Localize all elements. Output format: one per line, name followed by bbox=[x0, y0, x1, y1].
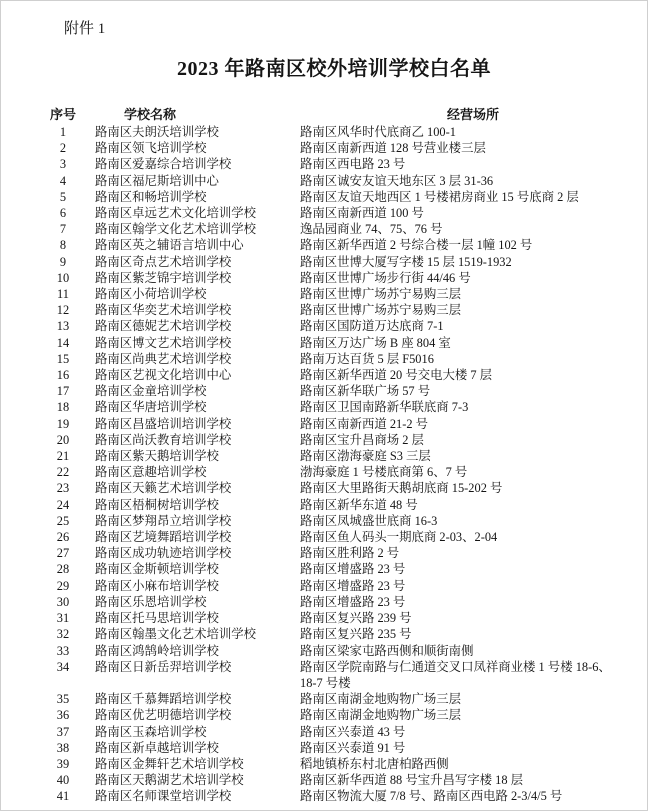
school-name: 路南区和畅培训学校 bbox=[95, 189, 207, 204]
row-serial-number: 10 bbox=[56, 270, 70, 285]
table-row bbox=[46, 318, 622, 334]
row-serial-number: 5 bbox=[59, 189, 67, 204]
row-serial-number: 24 bbox=[56, 497, 70, 512]
table-row bbox=[46, 643, 622, 659]
table-header-row bbox=[46, 106, 622, 123]
row-serial-number: 37 bbox=[56, 724, 70, 739]
business-location: 路南区学院南路与仁通道交叉口凤祥商业楼 1 号楼 18-6、18-7 号楼 bbox=[300, 659, 611, 690]
school-name: 路南区鸿鹄岭培训学校 bbox=[95, 643, 219, 658]
school-name: 路南区日新岳羿培训学校 bbox=[95, 659, 232, 674]
school-name: 路南区成功轨迹培训学校 bbox=[95, 546, 232, 561]
school-name: 路南区乐恩培训学校 bbox=[95, 594, 207, 609]
business-location: 路南区物流大厦 7/8 号、路南区西电路 2-3/4/5 号 bbox=[300, 789, 563, 804]
school-name: 路南区英之辅语言培训中心 bbox=[95, 238, 244, 253]
business-location: 路南区新华东道 48 号 bbox=[300, 497, 418, 512]
row-serial-number: 31 bbox=[56, 611, 70, 626]
school-name: 路南区梦翔昂立培训学校 bbox=[95, 513, 232, 528]
table-row bbox=[46, 416, 622, 432]
school-name: 路南区金童培训学校 bbox=[95, 384, 207, 399]
school-name: 路南区翰学文化艺术培训学校 bbox=[95, 222, 257, 237]
header-business-location: 经营场所 bbox=[446, 107, 499, 122]
table-row bbox=[46, 545, 622, 561]
table-row bbox=[46, 140, 622, 156]
row-serial-number: 27 bbox=[56, 546, 70, 561]
table-row bbox=[46, 189, 622, 205]
business-location: 路南区渤海豪庭 S3 三层 bbox=[300, 449, 431, 464]
school-name: 路南区翰墨文化艺术培训学校 bbox=[95, 627, 257, 642]
table-row bbox=[46, 399, 622, 415]
school-name: 路南区卓远艺术文化培训学校 bbox=[95, 206, 257, 221]
business-location: 路南区胜利路 2 号 bbox=[300, 546, 400, 561]
business-location: 路南区万达广场 B 座 804 室 bbox=[300, 335, 451, 350]
table-row bbox=[46, 302, 622, 318]
business-location: 路南区南湖金地购物广场三层 bbox=[300, 692, 462, 707]
row-serial-number: 35 bbox=[56, 692, 70, 707]
table-row bbox=[46, 221, 622, 237]
school-name: 路南区天籁艺术培训学校 bbox=[95, 481, 232, 496]
row-serial-number: 41 bbox=[56, 789, 70, 804]
table-row bbox=[46, 756, 622, 772]
table-row bbox=[46, 707, 622, 723]
business-location: 逸品园商业 74、75、76 号 bbox=[300, 222, 443, 237]
business-location: 路南区世博广场苏宁易购三层 bbox=[300, 287, 462, 302]
business-location: 路南区南新西道 21-2 号 bbox=[300, 416, 429, 431]
table-body bbox=[46, 124, 622, 805]
school-name: 路南区博文艺术培训学校 bbox=[95, 335, 232, 350]
table-row bbox=[46, 788, 622, 804]
table-row bbox=[46, 254, 622, 270]
row-serial-number: 30 bbox=[56, 594, 70, 609]
row-serial-number: 22 bbox=[56, 465, 70, 480]
header-serial-number: 序号 bbox=[49, 107, 76, 122]
business-location: 路南区卫国南路新华联底商 7-3 bbox=[300, 400, 469, 415]
table-row bbox=[46, 561, 622, 577]
school-name: 路南区梧桐树培训学校 bbox=[95, 497, 219, 512]
row-serial-number: 33 bbox=[56, 643, 70, 658]
business-location: 路南区增盛路 23 号 bbox=[300, 562, 406, 577]
school-name: 路南区艺境舞蹈培训学校 bbox=[95, 530, 232, 545]
table-row bbox=[46, 270, 622, 286]
table-row bbox=[46, 205, 622, 221]
table-row bbox=[46, 740, 622, 756]
school-name: 路南区华唐培训学校 bbox=[95, 400, 207, 415]
table-row bbox=[46, 173, 622, 189]
school-name: 路南区小麻布培训学校 bbox=[95, 578, 219, 593]
table-row bbox=[46, 659, 622, 691]
business-location: 路南区新华联广场 57 号 bbox=[300, 384, 431, 399]
table-row bbox=[46, 351, 622, 367]
school-name: 路南区紫芝锦宇培训学校 bbox=[95, 270, 232, 285]
table-row bbox=[46, 513, 622, 529]
row-serial-number: 1 bbox=[59, 125, 67, 139]
business-location: 路南区南新西道 128 号营业楼三层 bbox=[300, 141, 486, 156]
table-row bbox=[46, 497, 622, 513]
row-serial-number: 38 bbox=[56, 740, 70, 755]
row-serial-number: 40 bbox=[56, 773, 70, 788]
row-serial-number: 34 bbox=[56, 659, 70, 674]
school-name: 路南区千慕舞蹈培训学校 bbox=[95, 692, 232, 707]
row-serial-number: 4 bbox=[59, 173, 67, 188]
business-location: 路南区新华西道 88 号宝升昌写字楼 18 层 bbox=[300, 773, 524, 788]
business-location: 路南区复兴路 235 号 bbox=[300, 627, 412, 642]
row-serial-number: 17 bbox=[56, 384, 70, 399]
header-school-name: 学校名称 bbox=[123, 107, 176, 122]
table-row bbox=[46, 124, 622, 140]
school-name: 路南区夫朗沃培训学校 bbox=[95, 125, 219, 139]
business-location: 路南区世博大厦写字楼 15 层 1519-1932 bbox=[300, 254, 512, 269]
row-serial-number: 28 bbox=[56, 562, 70, 577]
row-serial-number: 20 bbox=[56, 432, 70, 447]
business-location: 路南区风华时代底商乙 100-1 bbox=[300, 125, 456, 139]
school-name: 路南区尚沃教育培训学校 bbox=[95, 432, 232, 447]
school-name: 路南区德妮艺术培训学校 bbox=[95, 319, 232, 334]
table-row bbox=[46, 724, 622, 740]
business-location: 路南区增盛路 23 号 bbox=[300, 594, 406, 609]
business-location: 路南区新华西道 2 号综合楼一层 1幢 102 号 bbox=[300, 238, 533, 253]
row-serial-number: 39 bbox=[56, 756, 70, 771]
business-location: 渤海豪庭 1 号楼底商第 6、7 号 bbox=[300, 465, 468, 480]
business-location: 路南区复兴路 239 号 bbox=[300, 611, 412, 626]
business-location: 路南区兴泰道 43 号 bbox=[300, 724, 406, 739]
business-location: 路南区凤城盛世底商 16-3 bbox=[300, 513, 438, 528]
business-location: 路南区新华西道 20 号交电大楼 7 层 bbox=[300, 368, 493, 383]
row-serial-number: 21 bbox=[56, 449, 70, 464]
table-row bbox=[46, 448, 622, 464]
row-serial-number: 29 bbox=[56, 578, 70, 593]
business-location: 路南区友谊天地西区 1 号楼裙房商业 15 号底商 2 层 bbox=[300, 189, 579, 204]
school-name: 路南区爱嘉综合培训学校 bbox=[95, 157, 232, 172]
school-name: 路南区小荷培训学校 bbox=[95, 287, 207, 302]
business-location: 路南区增盛路 23 号 bbox=[300, 578, 406, 593]
row-serial-number: 14 bbox=[56, 335, 70, 350]
row-serial-number: 3 bbox=[59, 157, 67, 172]
row-serial-number: 6 bbox=[59, 206, 67, 221]
school-name: 路南区奇点艺术培训学校 bbox=[95, 254, 232, 269]
school-name: 路南区艺视文化培训中心 bbox=[95, 368, 232, 383]
row-serial-number: 18 bbox=[56, 400, 70, 415]
business-location: 路南万达百货 5 层 F5016 bbox=[300, 351, 434, 366]
school-name: 路南区紫天鹅培训学校 bbox=[95, 449, 219, 464]
school-name: 路南区名师课堂培训学校 bbox=[95, 789, 232, 804]
attachment-label: 附件 1 bbox=[64, 21, 106, 37]
business-location: 路南区南新西道 100 号 bbox=[300, 206, 424, 221]
table-row bbox=[46, 480, 622, 496]
business-location: 路南区兴泰道 91 号 bbox=[300, 740, 406, 755]
row-serial-number: 13 bbox=[56, 319, 70, 334]
table-row bbox=[46, 594, 622, 610]
row-serial-number: 19 bbox=[56, 416, 70, 431]
page-title: 2023 年路南区校外培训学校白名单 bbox=[177, 58, 491, 80]
row-serial-number: 15 bbox=[56, 351, 70, 366]
school-name: 路南区华奕艺术培训学校 bbox=[95, 303, 232, 318]
row-serial-number: 25 bbox=[56, 513, 70, 528]
business-location: 路南区西电路 23 号 bbox=[300, 157, 406, 172]
business-location: 路南区大里路街天鹅胡底商 15-202 号 bbox=[300, 481, 503, 496]
table-row bbox=[46, 367, 622, 383]
row-serial-number: 23 bbox=[56, 481, 70, 496]
table-row bbox=[46, 383, 622, 399]
school-name: 路南区新卓越培训学校 bbox=[95, 740, 219, 755]
school-name: 路南区领飞培训学校 bbox=[95, 141, 207, 156]
row-serial-number: 16 bbox=[56, 368, 70, 383]
row-serial-number: 12 bbox=[56, 303, 70, 318]
table-row bbox=[46, 432, 622, 448]
school-name: 路南区玉森培训学校 bbox=[95, 724, 207, 739]
row-serial-number: 32 bbox=[56, 627, 70, 642]
table-row bbox=[46, 691, 622, 707]
row-serial-number: 7 bbox=[59, 222, 67, 237]
table-row bbox=[46, 237, 622, 253]
row-serial-number: 11 bbox=[57, 287, 69, 302]
table-row bbox=[46, 286, 622, 302]
business-location: 路南区世博广场步行街 44/46 号 bbox=[300, 270, 471, 285]
table-row bbox=[46, 464, 622, 480]
school-name: 路南区福尼斯培训中心 bbox=[95, 173, 219, 188]
business-location: 路南区梁家屯路西侧和顺街南侧 bbox=[300, 643, 474, 658]
business-location: 路南区诚安友谊天地东区 3 层 31-36 bbox=[300, 173, 494, 188]
table-row bbox=[46, 610, 622, 626]
row-serial-number: 9 bbox=[59, 254, 67, 269]
row-serial-number: 26 bbox=[56, 530, 70, 545]
school-name: 路南区优艺明德培训学校 bbox=[95, 708, 232, 723]
business-location: 稻地镇桥东村北唐柏路西侧 bbox=[300, 756, 449, 771]
table-row bbox=[46, 772, 622, 788]
table-row bbox=[46, 335, 622, 351]
table-row bbox=[46, 578, 622, 594]
row-serial-number: 2 bbox=[59, 141, 67, 156]
school-name: 路南区尚典艺术培训学校 bbox=[95, 351, 232, 366]
whitelist-table bbox=[46, 106, 622, 805]
business-location: 路南区国防道万达底商 7-1 bbox=[300, 319, 444, 334]
table-row bbox=[46, 626, 622, 642]
business-location: 路南区南湖金地购物广场三层 bbox=[300, 708, 462, 723]
row-serial-number: 36 bbox=[56, 708, 70, 723]
business-location: 路南区世博广场苏宁易购三层 bbox=[300, 303, 462, 318]
table-row bbox=[46, 156, 622, 172]
business-location: 路南区鱼人码头一期底商 2-03、2-04 bbox=[300, 530, 498, 545]
school-name: 路南区托马思培训学校 bbox=[95, 611, 219, 626]
row-serial-number: 8 bbox=[59, 238, 67, 253]
school-name: 路南区意趣培训学校 bbox=[95, 465, 207, 480]
table-row bbox=[46, 529, 622, 545]
business-location: 路南区宝升昌商场 2 层 bbox=[300, 432, 424, 447]
school-name: 路南区昌盛培训培训学校 bbox=[95, 416, 232, 431]
school-name: 路南区金斯顿培训学校 bbox=[95, 562, 219, 577]
school-name: 路南区天鹅湖艺术培训学校 bbox=[95, 773, 244, 788]
school-name: 路南区金舞轩艺术培训学校 bbox=[95, 756, 244, 771]
